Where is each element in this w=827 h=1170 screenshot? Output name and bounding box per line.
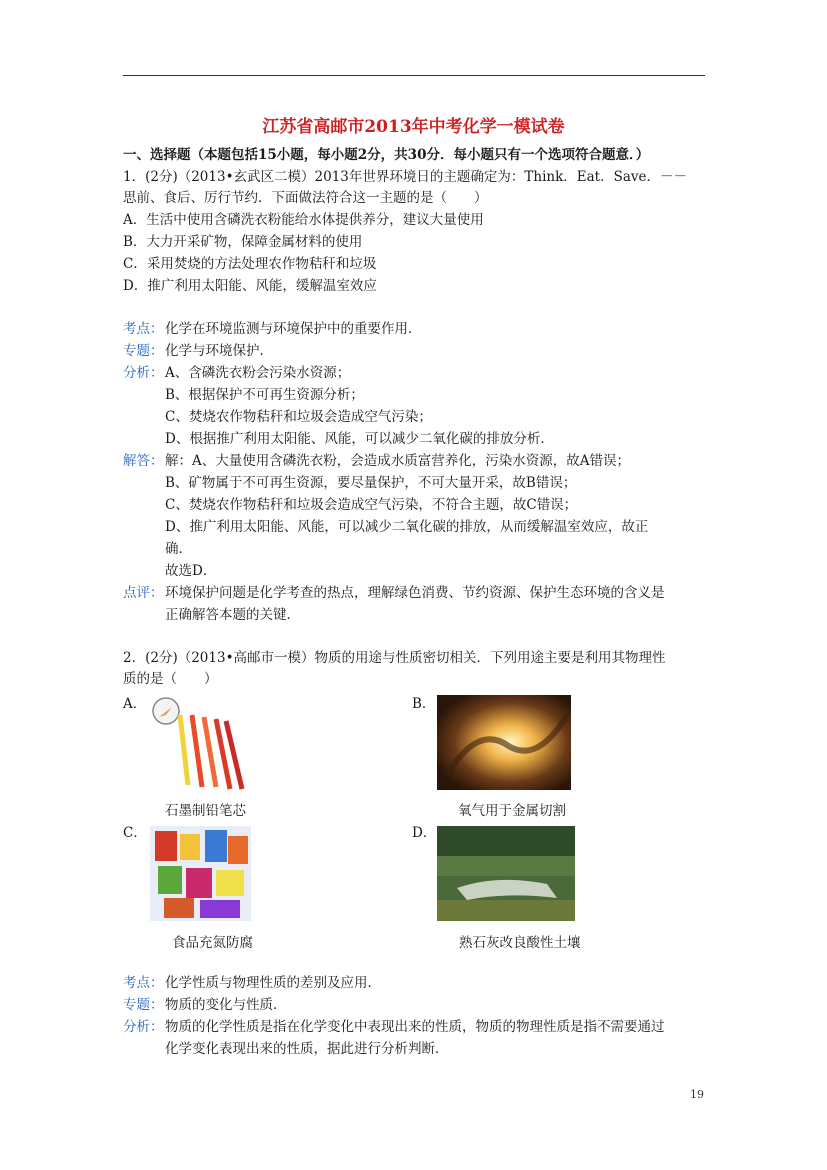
caption-a: 石墨制铅笔芯 [165,803,246,819]
q1-jieda-line: 故选D． [165,563,217,579]
q1-fenxi-line: D、根据推广利用太阳能、风能，可以减少二氧化碳的排放分析． [165,431,554,447]
q2-zhuanti-text: 物质的变化与性质． [165,997,287,1013]
q1-stem-line1: 1．(2分)（2013•玄武区二模）2013年世界环境日的主题确定为：Think．Eat．Save．－－ [123,169,688,185]
q1-jieda-line: 解：A、大量使用含磷洗衣粉，会造成水质富营养化，污染水资源，故A错误； [165,453,630,469]
q1-zhuanti-label: 专题： [123,343,164,359]
metal-cutting-image [437,695,571,790]
q1-jieda-line: D、推广利用太阳能、风能，可以减少二氧化碳的排放，从而缓解温室效应，故正 [165,519,649,535]
caption-d: 熟石灰改良酸性土壤 [459,935,581,951]
q1-dianping-line: 正确解答本题的关键． [165,607,300,623]
q2-option-c-letter: C． [123,825,147,841]
q2-option-a-letter: A． [123,696,147,712]
q1-dianping-line: 环境保护问题是化学考查的热点，理解绿色消费、节约资源、保护生态环境的含义是 [165,585,665,601]
q1-fenxi-line: B、根据保护不可再生资源分析； [165,387,364,403]
q1-kaodian-text: 化学在环境监测与环境保护中的重要作用． [165,321,422,337]
q2-option-d-letter: D． [412,825,437,841]
page-number: 19 [690,1088,704,1101]
section-heading: 一、选择题（本题包括15小题，每小题2分，共30分．每小题只有一个选项符合题意．） [123,147,650,163]
food-packages-image [150,826,251,921]
q1-jieda-line: C、焚烧农作物秸秆和垃圾会造成空气污染，不符合主题，故C错误； [165,497,578,513]
q2-fenxi-label: 分析： [123,1019,164,1035]
q1-fenxi-line: C、焚烧农作物秸秆和垃圾会造成空气污染； [165,409,432,425]
q2-stem-line1: 2．(2分)（2013•高邮市一模）物质的用途与性质密切相关．下列用途主要是利用其物理性 [123,650,666,666]
page-title: 江苏省高邮市2013年中考化学一模试卷 [262,117,565,137]
q2-stem-line2: 质的是（ ） [123,671,218,687]
q1-option-c: C．采用焚烧的方法处理农作物秸秆和垃圾 [123,256,377,272]
q2-kaodian-label: 考点： [123,975,164,991]
q2-fenxi-line: 化学变化表现出来的性质，据此进行分析判断． [165,1041,449,1057]
q1-option-d: D．推广利用太阳能、风能，缓解温室效应 [123,278,377,294]
q1-stem-line2: 思前、食后、厉行节约．下面做法符合这一主题的是（ ） [123,190,488,206]
q1-zhuanti-text: 化学与环境保护． [165,343,273,359]
q1-kaodian-label: 考点： [123,321,164,337]
q2-zhuanti-label: 专题： [123,997,164,1013]
q2-option-b-letter: B． [412,696,436,712]
q1-jieda-line: B、矿物属于不可再生资源，要尽量保护，不可大量开采，故B错误； [165,475,577,491]
q1-jieda-label: 解答： [123,453,164,469]
q1-jieda-line: 确． [165,541,192,557]
q1-option-b: B．大力开采矿物，保障金属材料的使用 [123,234,363,250]
caption-c: 食品充氮防腐 [172,935,253,951]
q2-fenxi-line: 物质的化学性质是指在化学变化中表现出来的性质，物质的物理性质是指不需要通过 [165,1019,665,1035]
q1-dianping-label: 点评： [123,585,164,601]
q1-option-a: A．生活中使用含磷洗衣粉能给水体提供养分，建议大量使用 [123,212,484,228]
lime-field-image [437,826,575,921]
pencil-image [150,695,250,793]
q1-fenxi-label: 分析： [123,365,164,381]
header-rule [123,75,705,76]
q2-kaodian-text: 化学性质与物理性质的差别及应用． [165,975,381,991]
caption-b: 氧气用于金属切割 [458,803,566,819]
q1-fenxi-line: A、含磷洗衣粉会污染水资源； [165,365,351,381]
